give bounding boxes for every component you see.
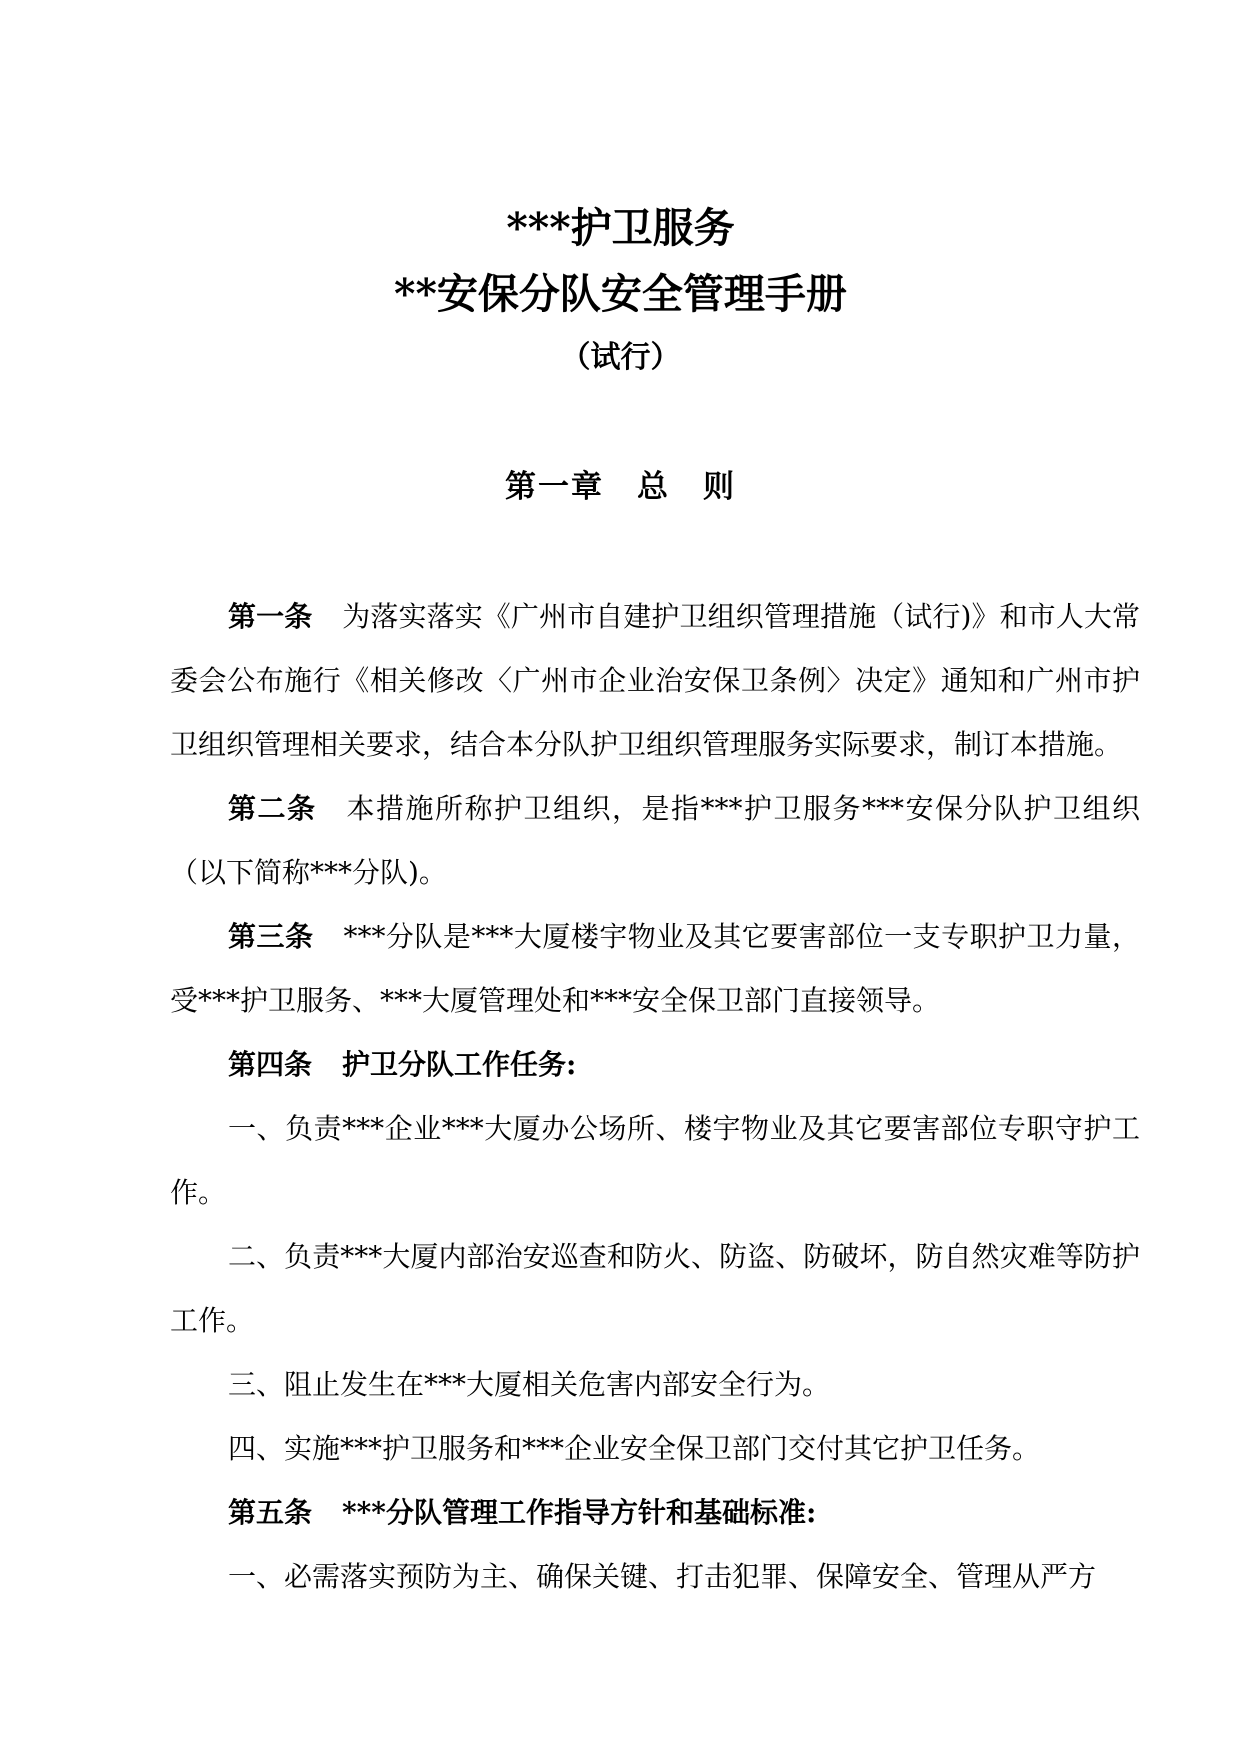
task-item-1 — [170, 1097, 1140, 1225]
article-text: 为落实落实《广州市自建护卫组织管理措施（试行)》和市人大常委会公布施行《相关修改〈广州市企业治安保卫条例〉决定》通知和广州市护卫组织管理相关要求，结合本分队护卫组织管理服务实际要求，制订本措施。 — [170, 600, 1140, 761]
task-item-3 — [170, 1353, 1140, 1417]
article-label: 第四条 — [228, 1048, 313, 1081]
article-text: ***分队管理工作指导方针和基础标准: — [342, 1496, 817, 1529]
document-title-line1: ***护卫服务 — [506, 204, 735, 252]
document-body — [170, 585, 1140, 1609]
article-text: 护卫分队工作任务: — [342, 1048, 577, 1081]
article-label: 第五条 — [228, 1496, 313, 1529]
article-label: 第一条 — [228, 600, 313, 633]
list-item-text: 二、负责***大厦内部治安巡查和防火、防盗、防破坏，防自然灾难等防护工作。 — [170, 1240, 1140, 1337]
document-subtitle-trial: （试行） — [560, 340, 681, 375]
list-item-text: 一、必需落实预防为主、确保关键、打击犯罪、保障安全、管理从严方 — [228, 1560, 1097, 1593]
list-item-text: 三、阻止发生在***大厦相关危害内部安全行为。 — [228, 1368, 831, 1401]
list-item-text: 一、负责***企业***大厦办公场所、楼宇物业及其它要害部位专职守护工作。 — [170, 1112, 1140, 1209]
article-3 — [170, 905, 1140, 1033]
task-item-2 — [170, 1225, 1140, 1353]
article-label: 第二条 — [228, 792, 317, 825]
article-5 — [170, 1481, 1140, 1545]
article-4 — [170, 1033, 1140, 1097]
task-item-4 — [170, 1417, 1140, 1481]
chapter-heading: 第一章 总 则 — [505, 469, 736, 505]
principle-item-1 — [170, 1545, 1140, 1609]
article-label: 第三条 — [228, 920, 314, 953]
article-2 — [170, 777, 1140, 905]
article-text: ***分队是***大厦楼宇物业及其它要害部位一支专职护卫力量，受***护卫服务、***大厦管理处和***安全保卫部门直接领导。 — [170, 920, 1140, 1017]
list-item-text: 四、实施***护卫服务和***企业安全保卫部门交付其它护卫任务。 — [228, 1432, 1041, 1465]
article-1 — [170, 585, 1140, 777]
article-text: 本措施所称护卫组织，是指***护卫服务***安保分队护卫组织（以下简称***分队)。 — [170, 792, 1140, 889]
document-title-line2: **安保分队安全管理手册 — [394, 270, 847, 318]
